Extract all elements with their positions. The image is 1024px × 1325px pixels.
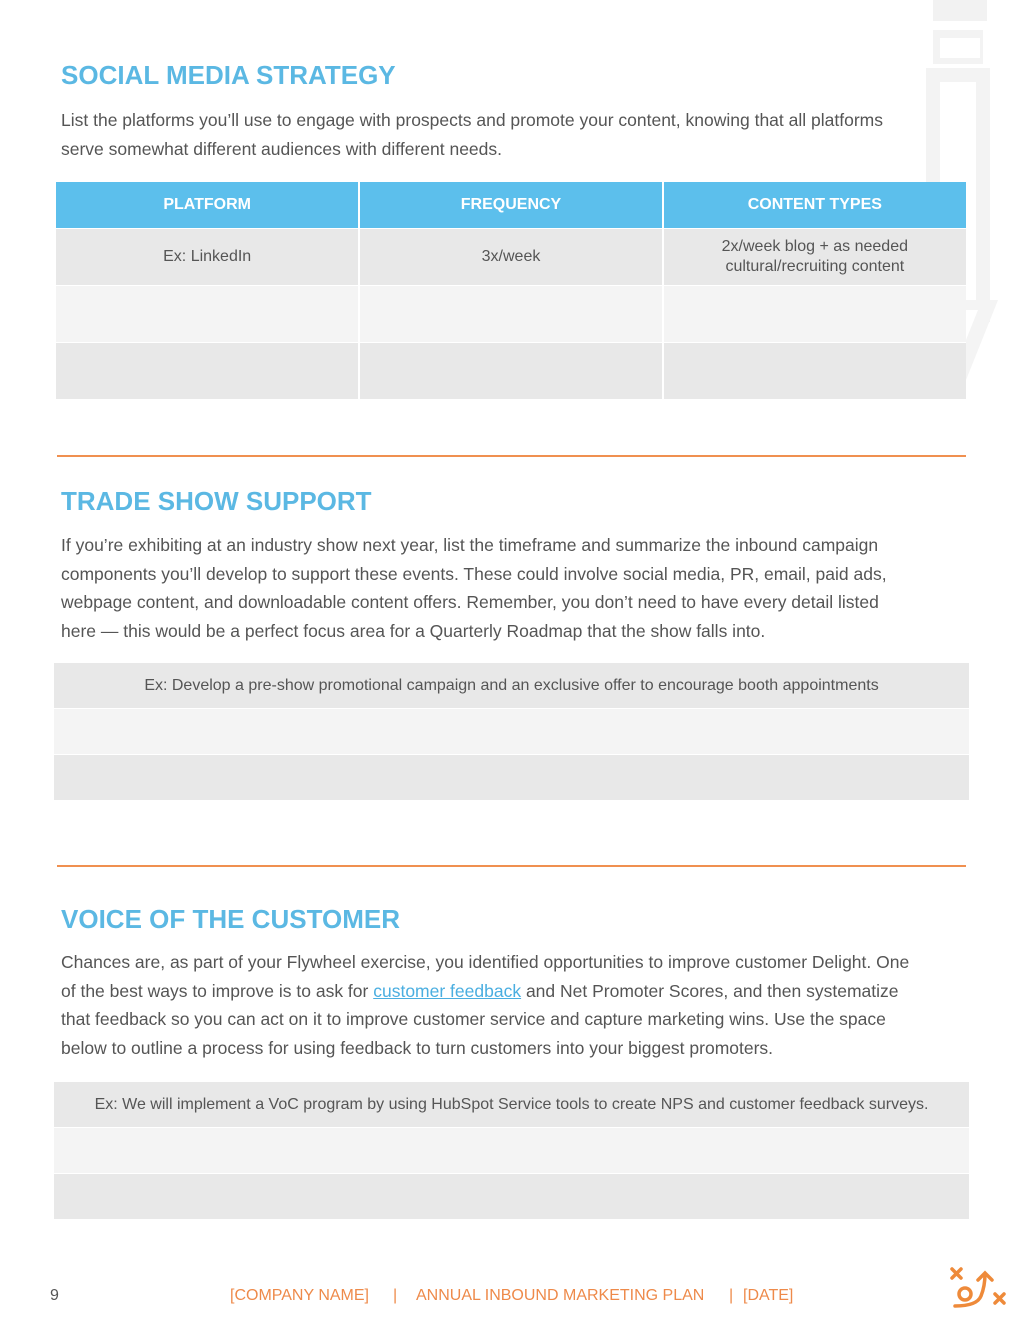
body-line: List the platforms you’ll use to engage with prospects and promote your content, knowing that all platforms	[61, 110, 883, 130]
footer-separator: |	[393, 1287, 398, 1304]
section-body-voc	[61, 948, 971, 1063]
table-cell[interactable]: 2x/week blog + as needed cultural/recruiting content	[663, 229, 966, 286]
body-line: of the best ways to improve is to ask for	[61, 980, 374, 1001]
entry-row[interactable]	[54, 1128, 969, 1174]
section-title-voc: VOICE OF THE CUSTOMER	[61, 904, 400, 934]
body-line: Chances are, as part of your Flywheel exercise, you identified opportunities to improve customer Delight. One	[61, 952, 910, 972]
entry-row[interactable]	[54, 755, 969, 801]
customer-feedback-link[interactable]: customer feedback	[373, 980, 522, 1001]
platform-table	[56, 182, 966, 399]
footer-date: [DATE]	[743, 1287, 794, 1304]
entry-row[interactable]	[54, 709, 969, 755]
section-divider	[57, 455, 966, 457]
tradeshow-entry-box	[54, 663, 969, 801]
col-header-content-types: CONTENT TYPES	[663, 182, 966, 229]
body-line: webpage content, and downloadable content offers. Remember, you don’t need to have every detail listed	[61, 592, 879, 613]
body-line: here — this would be a perfect focus area for a Quarterly Roadmap that the show falls into.	[61, 621, 766, 642]
entry-row[interactable]	[54, 1174, 969, 1220]
body-line: serve somewhat different audiences with different needs.	[61, 138, 503, 159]
section-title-social: SOCIAL MEDIA STRATEGY	[61, 60, 396, 90]
body-line: that feedback so you can act on it to improve customer service and capture marketing wins. Use the space	[61, 1009, 886, 1030]
table-cell[interactable]	[56, 286, 359, 343]
entry-row[interactable]: Ex: We will implement a VoC program by using HubSpot Service tools to create NPS and customer feedback surveys.	[54, 1082, 969, 1128]
section-title-tradeshow: TRADE SHOW SUPPORT	[61, 486, 372, 516]
table-cell[interactable]	[56, 343, 359, 400]
table-header-row	[56, 182, 966, 229]
body-line: below to outline a process for using feedback to turn customers into your biggest promoters.	[61, 1038, 774, 1059]
body-line: components you’ll develop to support these events. These could involve social media, PR, email, paid ads,	[61, 563, 887, 584]
table-cell[interactable]	[663, 343, 966, 400]
table-row	[56, 343, 966, 400]
section-divider	[57, 865, 966, 867]
section-body-social	[61, 106, 961, 163]
table-cell[interactable]	[663, 286, 966, 343]
table-cell[interactable]	[359, 286, 662, 343]
strategy-play-icon	[947, 1266, 1007, 1312]
col-header-platform: PLATFORM	[56, 182, 359, 229]
section-body-tradeshow	[61, 531, 961, 646]
table-cell[interactable]: Ex: LinkedIn	[56, 229, 359, 286]
col-header-frequency: FREQUENCY	[359, 182, 662, 229]
body-line: and Net Promoter Scores, and then systematize	[521, 980, 899, 1001]
table-cell[interactable]	[359, 343, 662, 400]
voc-entry-box	[54, 1082, 969, 1220]
table-row	[56, 229, 966, 286]
body-line: If you’re exhibiting at an industry show next year, list the timeframe and summarize the inbound campaign	[61, 535, 879, 555]
entry-row[interactable]: Ex: Develop a pre-show promotional campaign and an exclusive offer to encourage booth appointments	[54, 663, 969, 709]
table-cell[interactable]: 3x/week	[359, 229, 662, 286]
footer-separator: |	[729, 1287, 734, 1304]
footer-company: [COMPANY NAME]	[230, 1287, 369, 1304]
page-number: 9	[50, 1287, 59, 1304]
footer-plan-title: ANNUAL INBOUND MARKETING PLAN	[416, 1287, 705, 1304]
table-row	[56, 286, 966, 343]
